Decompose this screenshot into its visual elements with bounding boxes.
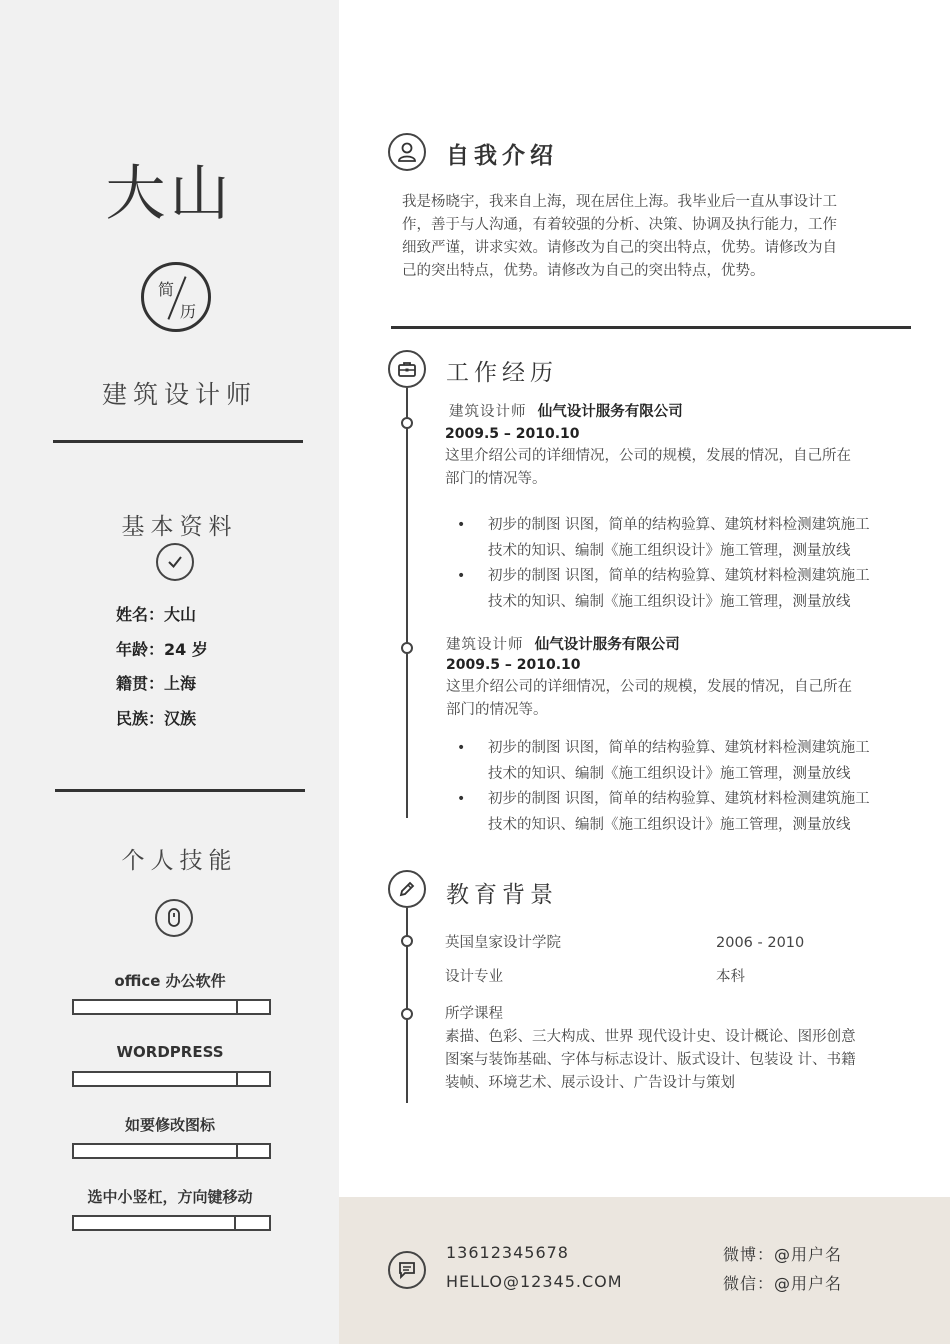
skill-handle[interactable]	[236, 1001, 238, 1013]
info-row-name	[116, 602, 196, 625]
skill-label: WORDPRESS	[116, 1043, 224, 1061]
skill-label: office 办公软件	[114, 972, 226, 990]
message-icon	[388, 1251, 426, 1289]
duty-line: 技术的知识、编制《施工组织设计》施工管理，测量放线	[488, 765, 851, 782]
profile-name: 大山	[105, 159, 234, 229]
basic-info-heading: 基本资料	[121, 514, 238, 540]
duty-line: 技术的知识、编制《施工组织设计》施工管理，测量放线	[488, 542, 851, 559]
job-company: 仙气设计服务有限公司	[537, 404, 683, 420]
skill-label: 选中小竖杠，方向键移动	[87, 1188, 253, 1206]
about-line: 己的突出特点，优势。请修改为自己的突出特点，优势。	[402, 263, 765, 279]
about-line: 我是杨晓宇，我来自上海，现在居住上海。我毕业后一直从事设计工	[402, 194, 837, 210]
job-description	[445, 445, 925, 491]
work-heading: 工作经历	[446, 360, 558, 386]
job-desc-line: 这里介绍公司的详细情况，公司的规模，发展的情况，自己所在	[446, 679, 852, 695]
briefcase-icon	[388, 350, 426, 388]
courses-list	[445, 1026, 925, 1095]
about-line: 作，善于与人沟通，有着较强的分析、决策、协调及执行能力，工作	[402, 217, 837, 233]
skill-handle[interactable]	[234, 1217, 236, 1229]
job-role: 建筑设计师	[446, 637, 524, 653]
info-label: 年龄：	[116, 640, 165, 659]
job-header	[449, 400, 683, 421]
duty-line: • 初步的制图 识图，简单的结构验算、建筑材料检测建筑施工	[488, 791, 870, 807]
skill-bar[interactable]	[72, 1143, 271, 1159]
sidebar	[0, 0, 339, 1344]
job-company: 仙气设计服务有限公司	[534, 637, 680, 653]
duty-line: • 初步的制图 识图，简单的结构验算、建筑材料检测建筑施工	[488, 740, 870, 756]
person-icon	[388, 133, 426, 171]
info-row-age	[116, 637, 208, 660]
mouse-icon	[155, 899, 193, 937]
school-years: 2006 - 2010	[716, 935, 805, 951]
skill-handle[interactable]	[236, 1145, 238, 1157]
pencil-icon	[388, 870, 426, 908]
job-date: 2009.5 – 2010.10	[445, 426, 580, 442]
job-duties	[457, 513, 917, 615]
info-label: 籍贯：	[116, 674, 165, 693]
education-heading: 教育背景	[446, 882, 558, 908]
about-heading: 自我介绍	[446, 143, 558, 169]
resume-badge-icon	[141, 262, 211, 332]
skill-bar[interactable]	[72, 1215, 271, 1231]
skill-label: 如要修改图标	[124, 1116, 215, 1134]
section-divider	[391, 326, 911, 329]
job-role: 建筑设计师	[449, 404, 527, 420]
duty-line: • 初步的制图 识图，简单的结构验算、建筑材料检测建筑施工	[488, 517, 870, 533]
timeline-node	[401, 417, 413, 429]
job-desc-line: 部门的情况等。	[446, 702, 548, 718]
check-icon	[156, 543, 194, 581]
skill-bar[interactable]	[72, 999, 271, 1015]
info-value: 上海	[164, 674, 197, 693]
timeline-node	[401, 1008, 413, 1020]
job-date: 2009.5 – 2010.10	[446, 657, 581, 673]
info-value: 大山	[164, 605, 197, 624]
duty-line: 技术的知识、编制《施工组织设计》施工管理，测量放线	[488, 593, 851, 610]
duty-item	[457, 564, 917, 615]
job-desc-line: 这里介绍公司的详细情况，公司的规模，发展的情况，自己所在	[445, 448, 851, 464]
skill-bar[interactable]	[72, 1071, 271, 1087]
badge-bottom-char: 历	[180, 302, 197, 321]
info-label: 姓名：	[116, 605, 165, 624]
skill-handle[interactable]	[236, 1073, 238, 1085]
duty-item	[457, 736, 917, 787]
duty-line: • 初步的制图 识图，简单的结构验算、建筑材料检测建筑施工	[488, 568, 870, 584]
info-row-ethnicity	[116, 706, 196, 729]
info-value: 汉族	[164, 709, 197, 728]
timeline-node	[401, 935, 413, 947]
info-row-origin	[116, 671, 196, 694]
contact-footer	[339, 1197, 950, 1344]
courses-line: 装帧、环境艺术、展示设计、广告设计与策划	[445, 1075, 735, 1091]
skills-heading: 个人技能	[121, 848, 238, 874]
duty-line: 技术的知识、编制《施工组织设计》施工管理，测量放线	[488, 816, 851, 833]
school-name: 英国皇家设计学院	[445, 935, 561, 951]
work-timeline	[406, 388, 408, 818]
about-line: 细致严谨，讲求实效。请修改为自己的突出特点，优势。请修改为自	[402, 240, 837, 256]
major: 设计专业	[445, 969, 503, 985]
sidebar-divider	[53, 440, 303, 443]
job-desc-line: 部门的情况等。	[445, 471, 547, 487]
job-duties	[457, 736, 917, 838]
duty-item	[457, 513, 917, 564]
contact-phone: 13612345678	[446, 1243, 569, 1262]
courses-line: 素描、色彩、三大构成、世界 现代设计史、设计概论、图形创意	[445, 1029, 856, 1045]
courses-label: 所学课程	[445, 1006, 503, 1022]
contact-email: HELLO@12345.COM	[446, 1272, 623, 1291]
about-text	[402, 191, 922, 283]
info-label: 民族：	[116, 709, 165, 728]
badge-top-char: 简	[158, 280, 175, 299]
sidebar-divider	[55, 789, 305, 792]
duty-item	[457, 787, 917, 838]
job-title: 建筑设计师	[101, 380, 257, 409]
contact-weibo: 微博：@用户名	[723, 1245, 843, 1264]
degree: 本科	[716, 969, 745, 985]
job-header	[446, 633, 680, 654]
contact-wechat: 微信：@用户名	[723, 1274, 843, 1293]
info-value: 24 岁	[164, 640, 208, 659]
timeline-node	[401, 642, 413, 654]
job-description	[446, 676, 926, 722]
courses-line: 图案与装饰基础、字体与标志设计、版式设计、包装设 计、书籍	[445, 1052, 856, 1068]
